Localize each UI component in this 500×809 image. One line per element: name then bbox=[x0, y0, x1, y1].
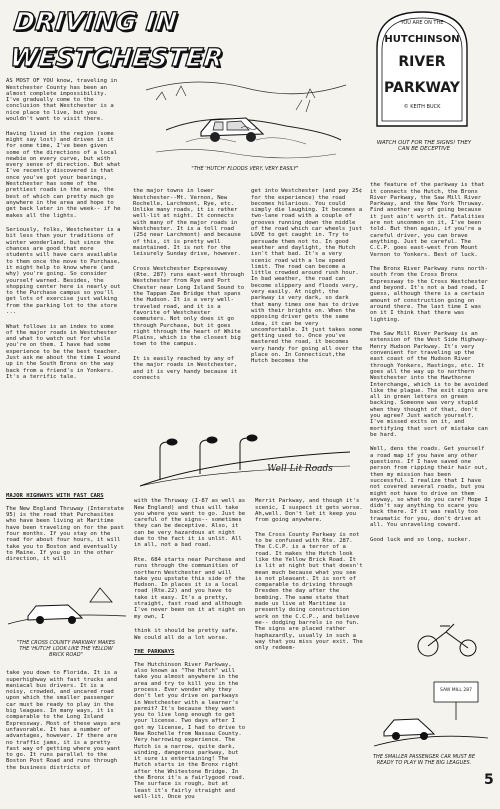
sign-line: RIVER bbox=[398, 54, 446, 70]
sign-line: © KEITH BUCK bbox=[403, 104, 441, 110]
lower-column-1-continued bbox=[6, 664, 124, 786]
lower-column-2 bbox=[134, 492, 248, 800]
sign-shape bbox=[373, 8, 471, 134]
lower-column-3 bbox=[255, 492, 365, 672]
paragraph: Good luck and so long, sucker. bbox=[370, 536, 472, 543]
paragraph: Rte. 684 starts near Purchase and runs through the communities of northern Westchester and will take you upstate this side of the Hudson. In places it is a local road (Rte.22) and you have to take it easy. It's a pretty, straight, fast road and although I've never been on it at night on my own, I bbox=[134, 556, 246, 620]
paragraph: Seriously, folks, Westchester is a bit less than your traditions of winter wonderland, but since the chances are good that more students will have cars available to them once the move to Purchase, it might help to know where (and why) you're going. So consider yourself warned. Besides, the shopping center here is nearly out to the Purchase campus so you'll get lots of exercise just walking from the parking lot to the store ... bbox=[6, 227, 121, 315]
parkway-sign bbox=[373, 8, 471, 134]
sign-line: HUTCHINSON bbox=[384, 34, 460, 45]
intro-column bbox=[6, 72, 121, 446]
section-heading: THE PARKWAYS bbox=[134, 649, 175, 656]
paragraph: The New England Thruway (Interstate 95) is the road that Purchasites who have been living at Maritime have been traveling on for the past four months. If you stay on the road for about four hours, it will take you to Boston and eventually to Maine. If you go in the other direction, it will bbox=[6, 505, 124, 563]
paragraph: the feature of the parkway is that it connects the Hutch, the Bronx River Parkway, the Saw Mill River Parkway, and the New York Thruway. Find another way of going because it just ain't worth it. Fatalities are not uncommon on it, I've been told. But then again, if you're a careful driver, you can brave anything. Just be careful. The C.C.P. goes east-west from Mount Vernon to Yonkers. Best of luck. bbox=[370, 182, 485, 258]
car-sign-text: SAW MILL 287 bbox=[440, 688, 472, 693]
sign-line: YOU ARE ON THE bbox=[400, 20, 444, 26]
paragraph: What follows is an index to some of the major roads in Westchester and what to watch out for while you're on them. I have had some experience to be the best teacher. Just ask me about the time I wound up in the South Bronx on the way back from a friend's in Yonkers. It's a terrific tale. bbox=[6, 323, 121, 380]
hutch-cartoon-caption: "THE 'HUTCH' FLOODS VERY, VERY EASILY" bbox=[191, 166, 299, 172]
paragraph: AS MOST OF YOU know, traveling in Westchester County has been an almost complete impossibility. I've gradually come to the conclusion that Westchester is a nice place to live, but you wouldn't want to visit there. bbox=[6, 78, 118, 123]
column-4 bbox=[370, 176, 488, 620]
sign-caption: WATCH OUT FOR THE SIGNS! THEY CAN BE DECEPTIVE bbox=[376, 140, 472, 152]
section-heading: MAJOR HIGHWAYS WITH FAST CARS bbox=[6, 493, 104, 500]
roads-caption: Well Lit Roads bbox=[267, 464, 333, 474]
paragraph: It is easily reached by any of the major roads in Westchester, and it is very handy because it connects bbox=[133, 356, 238, 381]
paragraph: with the Thruway (I-87 as well as New England) and thus will take you where you want to go. Just be careful of the signs-- sometimes they can be deceptive. Also, it can be very hazardous at night due to the fact it is unlit. All in all, not a bad road. bbox=[134, 498, 246, 549]
cross-county-cartoon bbox=[8, 582, 126, 642]
page-number: 5 bbox=[484, 772, 494, 788]
cross-county-caption: "THE CROSS COUNTY PARKWAY MAKES THE 'HUTCH' LOOK LIKE THE YELLOW BRICK ROAD" bbox=[16, 640, 116, 658]
paragraph: The Hutchinson River Parkway, also known as "The Hutch" will take you almost anywhere in the area and try to kill you in the process. Ever wonder why they don't let you drive on parkways in Westchester with a learner's permit? It's because they want you to live long enough to get your license. Two days after I got my license, I had to drive to New Rochelle from Nassau County. Very harrowing experience. The Hutch is a narrow, quite dark, winding, dangerous parkway, but it sure is entertaining! The Hutch starts in the Bronx right after the Whitestone Bridge. In the Bronx it's a fairlygood road. The surface is rough, but at least it's fairly straight and well-lit. Once you bbox=[134, 661, 246, 800]
paragraph: get into Westchester (and pay 25¢ for the experience) the road becomes hilarious. You could simply die laughing. It becomes a two-lane road with a couple of grooves running down the middle of the road which car wheels just LOVE to get caught in. Try to persuade them not to. In good weather and daylight, the Hutch isn't that bad. It's a very scenic road with a low speed limit. The road can become a little crowded around rush hour. In bad weather, the road can become slippery and floods very, very easily. At night, the parkway is very dark, so dark that many times one has to drive with their brights on. When the opposing driver gets the same idea, it can be very uncomfortable. It just takes some getting used to. Once you've mastered the road, it becomes very handy for going all over the place on. In Connecticut,the Hutch becomes the bbox=[251, 188, 363, 365]
paragraph: take you down to Florida. It is a superhighway with fast trucks and maniacal bus drivers. It is a noisy, crowded, and uncared road upon which the smaller passenger car must be ready to play in the big leagues. In many ways, it is comparable to the Long Island Expressway. Most of these ways are unfavorable. It has a number of advantages, however. If there are no traffic jams, it is a pretty fast way of getting where you want to go. It runs parallel to the Boston Post Road and runs through the business districts of bbox=[6, 670, 121, 771]
tricycle-illustration bbox=[414, 618, 484, 660]
paragraph: Having lived in the region (some might say lost) and driven in it for some time, I've been given some of the directions of a local newbie on every curve, but with every sense of direction. But what I've recently discovered is that once you've got your bearings, Westchester has some of the prettiest roads in the area, the best of which can pretty much go anywhere in the area and hope to get back later in the week-- if he makes all the lights. bbox=[6, 130, 121, 219]
lower-column-1 bbox=[6, 487, 124, 583]
hutch-flood-cartoon bbox=[136, 70, 358, 174]
sign-line: PARKWAY bbox=[384, 80, 460, 96]
paragraph: the major towns in lower Westchester--Mt. Vernon, New Rochelle, Larchmont, Rye, etc. Unlike many roads, it is rather well-lit at night. It connects with many of the major roads in Westchester. It is a toll road (25¢ near Larchmont) and because of this, it is pretty well maintained. It is not for the leisurely Sunday drive, however. bbox=[133, 188, 241, 258]
paragraph: The Cross County Parkway is not to be confused with Rte. 287. The C.C.P. is a terror of a road. It makes the Hutch look like the Yellow Brick Road. It is lit at night but that doesn't mean much because what you see is not pleasant. It is sort of comparable to driving through Dresden the day after the bombing. The same state that made us live at Maritime is presently doing construction work on the C.C.P., and believe me-- dodging barrels is no fun. The signs are placed rather haphazardly, usually in such a way that you miss your exit. The only redeem- bbox=[255, 531, 363, 652]
column-2 bbox=[133, 182, 245, 432]
paragraph: The Saw Mill River Parkway is an extension of the West Side Highway-Henry Hudson Parkway. It's very convenient for traveling up the east coast of the Hudson River through Yonkers, Hastings, etc. It goes all the way up to northern Westchester into the Hawthorne Interchange, which is to be avoided like the plague. The exit signs are all in green letters on green backing. Someone was very stupid when they thought of that, don't you agree? Just watch yourself. I've missed exits on it, and mortifying that sort of mistake can be hard. bbox=[370, 331, 488, 438]
small-car-caption: THE SMALLER PASSENGER CAR MUST BE READY TO PLAY IN THE BIG LEAGUES. bbox=[373, 754, 475, 766]
well-lit-roads-illustration bbox=[130, 430, 364, 490]
column-3 bbox=[251, 182, 363, 428]
paragraph: Cross Westchester Expressway (Rte. 287) runs east-west through Westchester from Rye and Port Chester near Long Island Sound to the Tappan Zee Bridge that spans the Hudson. It is a very well-traveled road, and it is a favorite of Westchester commuters. Not only does it go through Purchase, but it goes right through the heart of White Plains, which is the closest big town to the campus. bbox=[133, 265, 245, 348]
paragraph: Merrit Parkway, and though it's scenic, I suspect it gets worse. Ah,well. Don't let it keep you from going anywhere. bbox=[255, 498, 363, 524]
paragraph: Well, dens the roads. Get yourself a road map if you have any other questions. If I have saved one person from ripping their hair out, then my mission has been successful. I realize that I have not covered several roads, but you might not have to drive on them anyway, so what do you care? Hope I didn't say anything to scare you back there. If it was really too traumatic for you, don't drive at all. You unraveling coward. bbox=[370, 446, 488, 529]
paragraph: The Bronx River Parkway runs north-south from the Cross Bronx Expressway to the Cross Westchester and beyond. It's not a bad road, I guess, although there is a certain amount of construction going on around there. The last time I was on it I think that there was lighting. bbox=[370, 266, 488, 323]
page-title: DRIVING IN WESTCHESTER bbox=[8, 7, 225, 72]
paragraph: think it should be pretty safe. We could all do a lot worse. bbox=[134, 628, 239, 641]
